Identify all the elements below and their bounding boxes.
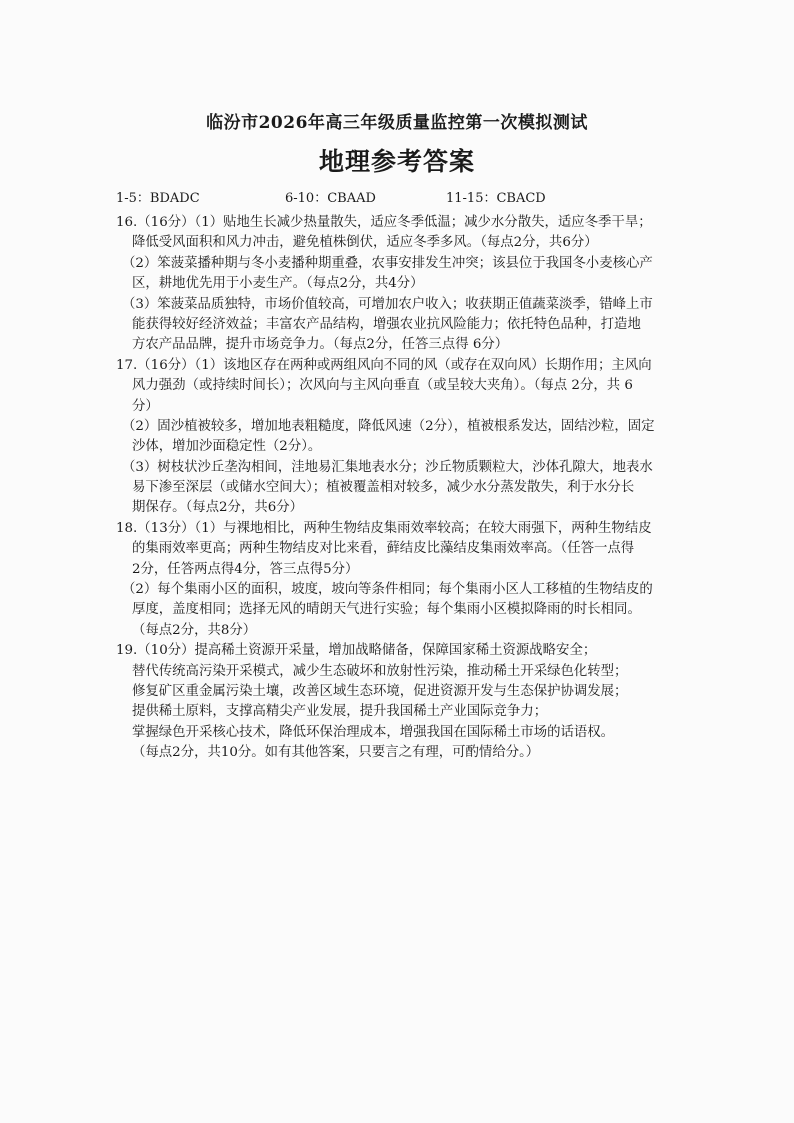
answer-line: 方农产品品牌，提升市场竞争力。（每点2分，任答三点得 6分） <box>132 337 509 353</box>
answer-line: 17.（16分）（1）该地区存在两种或两组风向不同的风（或存在双向风）长期作用；主风向 <box>116 357 652 373</box>
answer-line: 提供稀土原料，支撑高精尖产业发展，提升我国稀土产业国际竞争力； <box>132 704 548 720</box>
answer-line: 区，耕地优先用于小麦生产。（每点2分，共4分） <box>132 276 424 292</box>
answer-line: （2）笨菠菜播种期与冬小麦播种期重叠，农事安排发生冲突；该县位于我国冬小麦核心产 <box>122 255 653 271</box>
answer-line: 沙体，增加沙面稳定性（2分）。 <box>132 439 322 455</box>
answer-line: （2）固沙植被较多，增加地表粗糙度，降低风速（2分），植被根系发达，固结沙粒，固定 <box>122 418 655 434</box>
choice-answers-6-10: 6-10：CBAAD <box>285 191 376 206</box>
choice-answers-1-5: 1-5：BDADC <box>116 191 200 206</box>
answer-line: 替代传统高污染开采模式，减少生态破坏和放射性污染，推动稀土开采绿色化转型； <box>132 663 628 679</box>
answer-line: （每点2分，共10分。如有其他答案，只要言之有理，可酌情给分。） <box>132 745 540 761</box>
answer-line: （3）笨菠菜品质独特，市场价值较高，可增加农户收入；收获期正值蔬菜淡季，错峰上市 <box>122 296 653 312</box>
answer-line: （每点2分，共8分） <box>132 622 257 638</box>
exam-title: 临汾市2026年高三年级质量监控第一次模拟测试 <box>206 113 588 133</box>
answer-line: 19.（10分）提高稀土资源开采量，增加战略储备，保障国家稀土资源战略安全； <box>116 643 597 659</box>
answer-line: 掌握绿色开采核心技术，降低环保治理成本，增强我国在国际稀土市场的话语权。 <box>132 724 615 740</box>
answer-line: （3）树枝状沙丘垄沟相间，洼地易汇集地表水分；沙丘物质颗粒大，沙体孔隙大，地表水 <box>122 459 653 475</box>
answer-line: 的集雨效率更高；两种生物结皮对比来看，藓结皮比藻结皮集雨效率高。（任答一点得 <box>132 541 635 557</box>
answer-line: 18.（13分）（1）与裸地相比，两种生物结皮集雨效率较高；在较大雨强下，两种生物结皮 <box>116 520 652 536</box>
choice-answers-11-15: 11-15：CBACD <box>446 191 546 206</box>
answer-line: 易下渗至深层（或储水空间大）；植被覆盖相对较多，减少水分蒸发散失，利于水分长 <box>132 480 635 496</box>
question-17-block <box>116 356 682 519</box>
answer-line: 降低受风面积和风力冲击，避免植株倒伏，适应冬季多风。（每点2分，共6分） <box>132 235 598 251</box>
answer-key-title: 地理参考答案 <box>318 147 475 176</box>
answer-line: 16.（16分）（1）贴地生长减少热量散失，适应冬季低温；减少水分散失，适应冬季干旱； <box>116 215 652 230</box>
answer-line: 2分，任答两点得4分，答三点得5分） <box>132 561 359 577</box>
question-19-block <box>116 641 682 763</box>
answer-line: （2）每个集雨小区的面积，坡度，坡向等条件相同；每个集雨小区人工移植的生物结皮的 <box>122 582 653 598</box>
answer-content <box>116 213 682 764</box>
answer-line: 修复矿区重金属污染土壤，改善区域生态环境，促进资源开发与生态保护协调发展； <box>132 683 628 699</box>
answer-line: 风力强劲（或持续时间长）；次风向与主风向垂直（或呈较大夹角）。（每点 2分，共 6 <box>132 378 633 394</box>
answer-line: 分） <box>132 398 159 414</box>
answer-line: 能获得较好经济效益；丰富农产品结构，增强农业抗风险能力；依托特色品种，打造地 <box>132 316 641 332</box>
answer-line: 厚度，盖度相同；选择无风的晴朗天气进行实验；每个集雨小区模拟降雨的时长相同。 <box>132 602 641 618</box>
choice-answers-row <box>116 187 676 207</box>
question-16-block <box>116 213 682 356</box>
question-18-block <box>116 519 682 641</box>
answer-line: 期保存。（每点2分，共6分） <box>132 500 304 516</box>
